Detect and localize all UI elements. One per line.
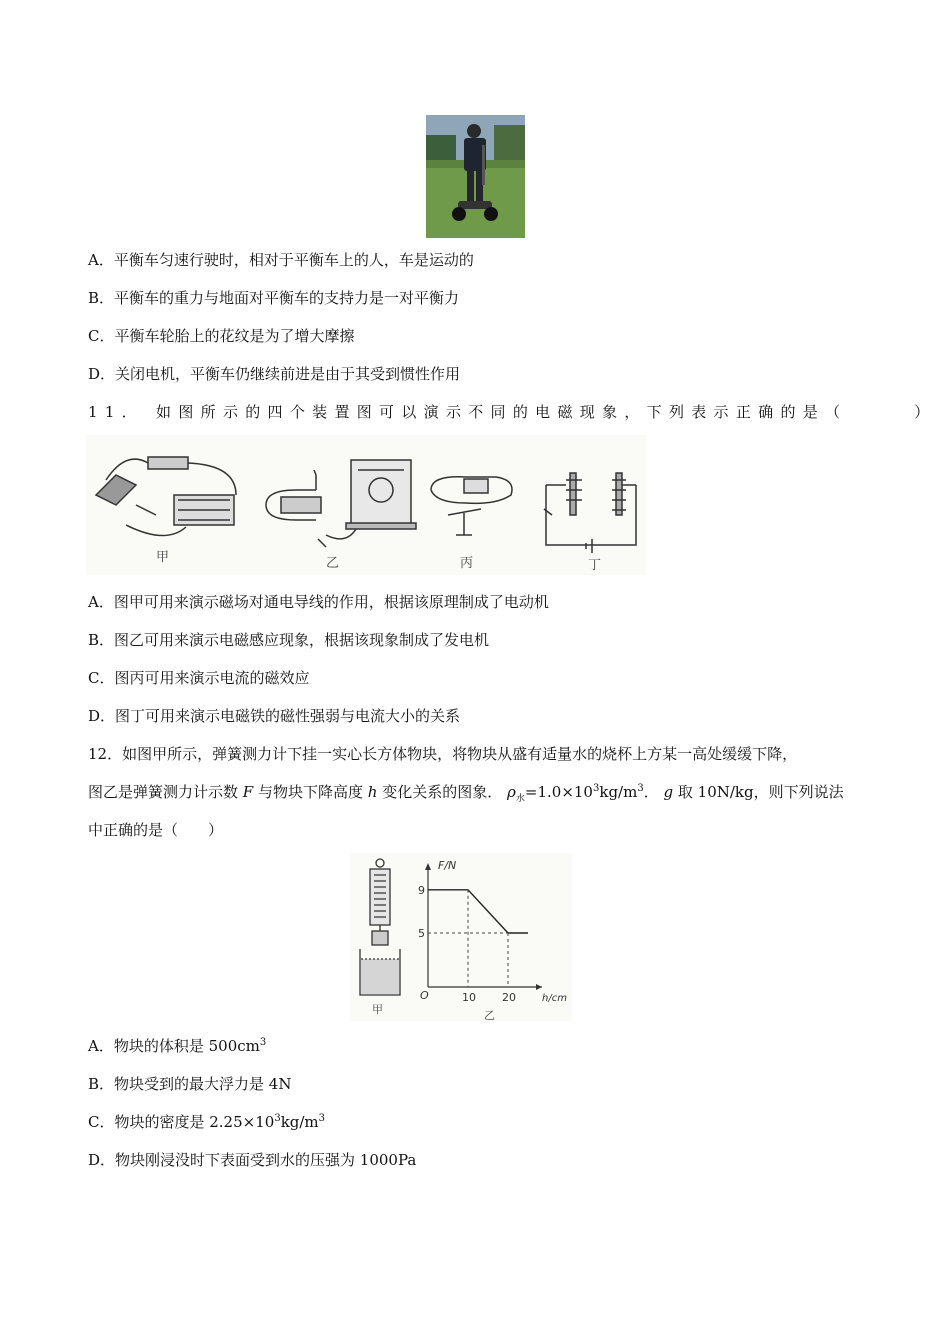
q12-var-h: h [367, 783, 378, 801]
q12-var-f: F [242, 783, 254, 801]
apparatus-bing-icon [431, 477, 512, 535]
q12-var-g: g [663, 783, 674, 801]
origin-label: O [420, 989, 429, 1002]
q12-stem-line1: 12．如图甲所示，弹簧测力计下挂一实心长方体物块，将物块从盛有适量水的烧杯上方某一高处缓缓下降， [88, 745, 798, 763]
q12-option-c [88, 1112, 325, 1132]
q12-option-c-unit: kg/m [280, 1113, 319, 1131]
q12-option-d: D．物块刚浸没时下表面受到水的压强为 1000Pa [88, 1151, 417, 1169]
q10-option-a: A．平衡车匀速行驶时，相对于平衡车上的人，车是运动的 [88, 251, 474, 269]
y-axis-arrow [425, 863, 431, 870]
q12-stem2-part-f: ． [643, 783, 659, 801]
x-tick-10: 10 [462, 991, 476, 1004]
apparatus-yi-icon [266, 460, 416, 547]
q12-rho-subscript: 水 [515, 794, 525, 804]
q12-exp-e: 3 [637, 783, 644, 794]
segway-rider-icon [426, 115, 525, 238]
apparatus-ding-icon [544, 473, 636, 553]
x-axis-label: h/cm [542, 993, 567, 1004]
y-tick-5: 5 [418, 927, 425, 940]
figure-label-yi-q12: 乙 [484, 1009, 495, 1021]
q11-apparatus-figure [86, 435, 646, 575]
x-tick-20: 20 [502, 991, 516, 1004]
q12-option-a-text: A．物块的体积是 500cm [88, 1037, 260, 1055]
apparatus-jia-icon [96, 457, 236, 536]
x-axis-arrow [536, 984, 542, 990]
q12-stem2-part-g: 取 10N/kg，则下列说法 [677, 783, 844, 801]
figure-label-yi: 乙 [326, 556, 340, 571]
q10-option-d: D．关闭电机，平衡车仍继续前进是由于其受到惯性作用 [88, 365, 461, 383]
q10-option-b: B．平衡车的重力与地面对平衡车的支持力是一对平衡力 [88, 289, 460, 307]
y-tick-9: 9 [418, 883, 425, 897]
figure-label-ding: 丁 [588, 558, 602, 573]
q11-option-d: D．图丁可用来演示电磁铁的磁性强弱与电流大小的关系 [88, 707, 461, 725]
q12-option-a [88, 1036, 266, 1056]
q12-stem2-part-c: 变化关系的图象． [382, 783, 503, 801]
series-line-f [428, 890, 528, 933]
q12-option-c-exp: 3 [274, 1113, 281, 1124]
q12-option-a-exp: 3 [259, 1037, 267, 1048]
q12-var-rho: ρ [507, 783, 516, 801]
y-axis-label: F/N [438, 859, 457, 872]
force-height-graph [418, 859, 567, 1004]
figure-label-jia-q12: 甲 [372, 1003, 383, 1016]
q12-figure [350, 853, 572, 1021]
q11-option-b: B．图乙可用来演示电磁感应现象，根据该现象制成了发电机 [88, 631, 490, 649]
q12-stem2-part-a: 图乙是弹簧测力计示数 [88, 783, 239, 801]
q12-option-b: B．物块受到的最大浮力是 4N [88, 1075, 292, 1093]
q11-stem: 11． 如图所示的四个装置图可以演示不同的电磁现象，下列表示正确的是（ ） [88, 403, 937, 421]
q12-stem2-part-d: =1.0×10 [524, 783, 593, 801]
q12-stem2-part-e: kg/m [599, 783, 638, 801]
q12-exp-d: 3 [592, 783, 600, 794]
q12-option-c-unit-exp: 3 [318, 1113, 326, 1124]
figure-label-bing: 丙 [460, 556, 474, 571]
segway-photo [426, 115, 525, 238]
q12-option-c-text: C．物块的密度是 2.25×10 [88, 1113, 275, 1131]
q11-option-a: A．图甲可用来演示磁场对通电导线的作用，根据该原理制成了电动机 [88, 593, 549, 611]
figure-label-jia: 甲 [156, 550, 170, 565]
q11-option-c: C．图丙可用来演示电流的磁效应 [88, 669, 310, 687]
q12-stem2-part-b: 与物块下降高度 [258, 783, 364, 801]
q10-option-c: C．平衡车轮胎上的花纹是为了增大摩擦 [88, 327, 355, 345]
spring-scale-beaker-icon [360, 859, 400, 995]
q12-stem-line2 [88, 782, 844, 802]
q12-stem-line3: 中正确的是（ ） [88, 821, 224, 839]
